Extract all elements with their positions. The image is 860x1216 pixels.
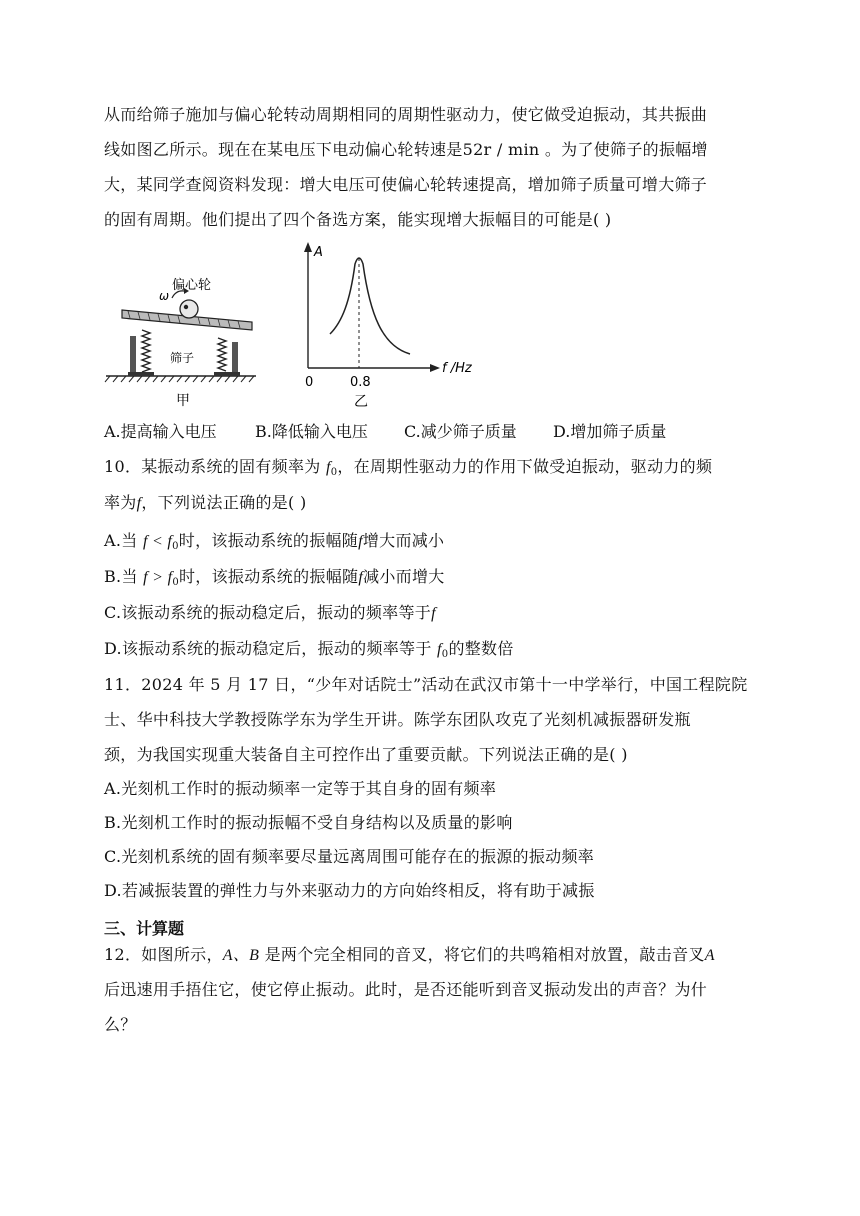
q11-option-c: C.光刻机系统的固有频率要尽量远离周围可能存在的振源的振动频率 [104, 847, 595, 866]
q10-a-text: 时，该振动系统的振幅随 [178, 531, 359, 550]
q12-a-symbol: A [704, 947, 715, 964]
q10-f0-symbol: f [325, 459, 331, 476]
figure-yi-caption: 乙 [354, 394, 368, 410]
q11-option-b: B.光刻机工作时的振动振幅不受自身结构以及质量的影响 [104, 813, 513, 832]
q10-stem-line-1 [104, 456, 712, 484]
q9-option-c: C.减少筛子质量 [404, 422, 517, 441]
q9-line-3: 大，某同学查阅资料发现：增大电压可使偏心轮转速提高，增加筛子质量可增大筛子 [104, 175, 708, 194]
resonance-curve [330, 258, 410, 354]
q12-ab-symbol: A、B [222, 947, 260, 964]
q10-d-prefix: D.该振动系统的振动稳定后，振动的频率等于 [104, 639, 438, 658]
q10-stem-text-d: ，下列说法正确的是( ) [141, 493, 307, 512]
y-axis-label: A [314, 245, 323, 260]
q10-a-prefix: A.当 [104, 531, 143, 550]
q10-stem-text-b: ，在周期性驱动力的作用下做受迫振动，驱动力的频 [337, 457, 713, 476]
omega-label: ω [159, 289, 170, 303]
figure-jia-caption: 甲 [176, 393, 190, 409]
q10-option-a [104, 530, 444, 558]
q12-line-1 [104, 944, 715, 967]
q11-line-3: 颈，为我国实现重大装备自主可控作出了重要贡献。下列说法正确的是( ) [104, 745, 628, 764]
figure-yi [298, 242, 488, 412]
q10-b-subscript: 0 [172, 577, 179, 588]
q12-line-3: 么？ [104, 1015, 137, 1034]
sieve-label: 筛子 [170, 351, 195, 365]
origin-label: 0 [305, 375, 314, 390]
figure-jia [104, 270, 264, 410]
q10-option-c [104, 602, 436, 625]
q10-d-f0-symbol: f [437, 641, 442, 658]
q10-d-suffix: 的整数倍 [448, 639, 514, 658]
q11-option-a: A.光刻机工作时的振动频率一定等于其自身的固有频率 [104, 779, 497, 798]
q9-line-4: 的固有周期。他们提出了四个备选方案，能实现增大振幅目的可能是( ) [104, 210, 612, 229]
q10-b-relation: f > f [143, 569, 173, 586]
q12-text-b: 是两个完全相同的音叉，将它们的共鸣箱相对放置，敲击音叉 [259, 945, 705, 964]
q11-line-2: 士、华中科技大学教授陈学东为学生开讲。陈学东团队攻克了光刻机减振器研发瓶 [104, 710, 691, 729]
q10-a-subscript: 0 [172, 541, 179, 552]
q10-option-d [104, 638, 514, 666]
q10-a-f-symbol: f [358, 533, 363, 550]
x-axis-label: f /Hz [442, 361, 472, 376]
q10-stem-line-2 [104, 492, 307, 515]
q10-b-f-symbol: f [358, 569, 364, 586]
q10-c-text: C.该振动系统的振动稳定后，振动的频率等于 [104, 603, 432, 622]
peak-tick-label: 0.8 [350, 375, 371, 390]
wheel-icon [180, 300, 198, 318]
q10-f0-subscript: 0 [330, 467, 338, 478]
q10-b-prefix: B.当 [104, 567, 144, 586]
q10-a-relation: f < f [142, 533, 173, 550]
q12-text-a: 12．如图所示， [104, 945, 223, 964]
wheel-label: 偏心轮 [172, 278, 212, 293]
q10-option-b [104, 566, 445, 594]
q10-b-end: 减小而增大 [363, 567, 445, 586]
q10-f-symbol: f [136, 495, 142, 512]
q9-option-d: D.增加筛子质量 [553, 422, 667, 441]
section-heading: 三、计算题 [104, 919, 185, 938]
q9-line-2: 线如图乙所示。现在在某电压下电动偏心轮转速是52r / min 。为了使筛子的振幅增 [104, 140, 708, 159]
q12-line-2: 后迅速用手捂住它，使它停止振动。此时，是否还能听到音叉振动发出的声音？为什 [104, 980, 708, 999]
q10-b-text: 时，该振动系统的振幅随 [179, 567, 359, 586]
q10-stem-text-a: 10．某振动系统的固有频率为 [104, 457, 326, 476]
q11-option-d: D.若减振装置的弹性力与外来驱动力的方向始终相反，将有助于减振 [104, 881, 595, 900]
q10-stem-text-c: 率为 [104, 493, 137, 512]
q10-c-f-symbol: f [431, 605, 436, 622]
q9-line-1: 从而给筛子施加与偏心轮转动周期相同的周期性驱动力，使它做受迫振动，其共振曲 [104, 105, 708, 124]
q9-option-b: B.降低输入电压 [255, 422, 368, 441]
q9-option-a: A.提高输入电压 [104, 422, 217, 441]
q10-a-end: 增大而减小 [362, 531, 445, 550]
q11-line-1: 11．2024 年 5 月 17 日，“少年对话院士”活动在武汉市第十一中学举行，中国工程院院 [104, 675, 748, 694]
q10-d-subscript: 0 [441, 649, 449, 660]
